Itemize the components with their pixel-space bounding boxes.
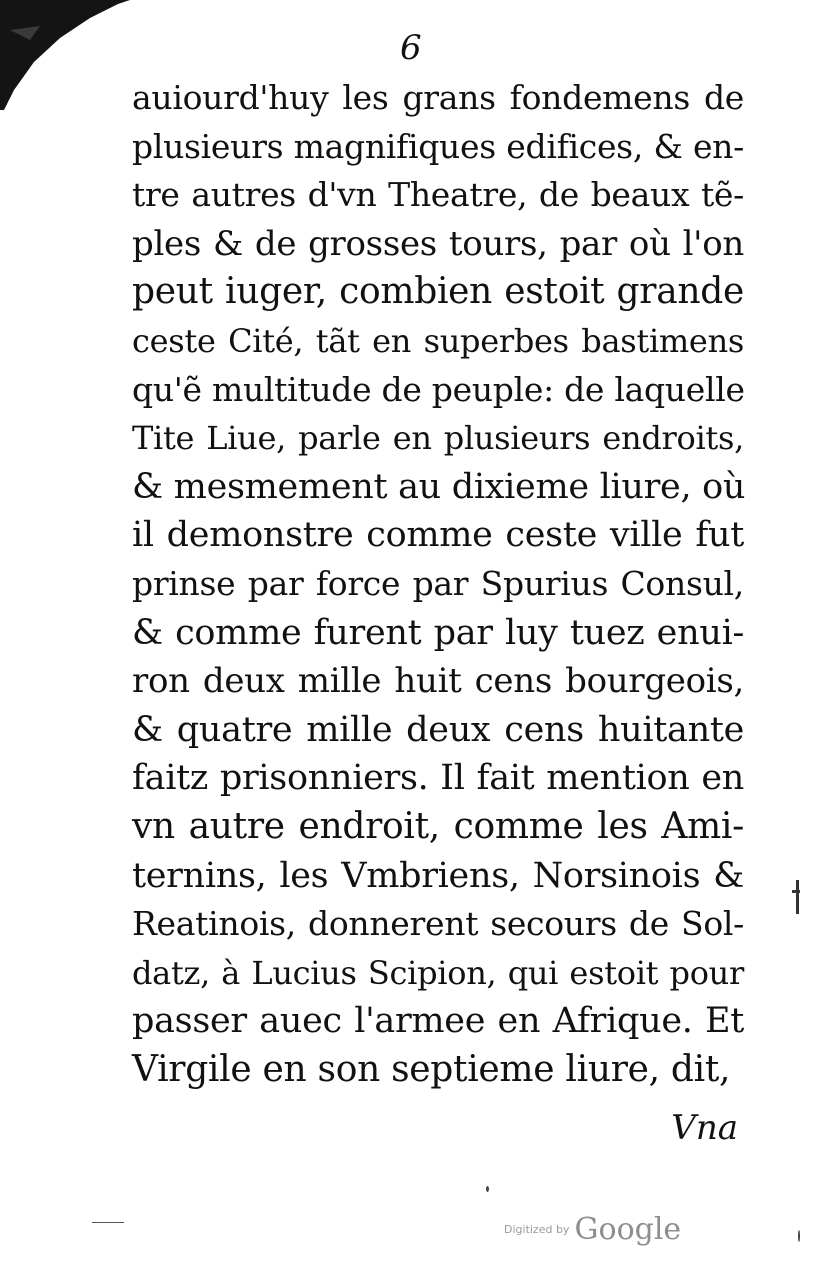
text-line: vn autre endroit, comme les Ami- [132,805,744,847]
watermark-prefix: Digitized by [504,1223,570,1236]
text-line: ternins, les Vmbriens, Norsinois & [132,855,744,896]
text-line: Tite Liue, parle en plusieurs endroits, [132,419,744,458]
text-line: datz, à Lucius Scipion, qui estoit pour [132,953,744,992]
text-line: Virgile en son septieme liure, dit, [132,1048,731,1090]
footer-rule [92,1222,124,1223]
text-line: il demonstre comme ceste ville fut [132,515,744,556]
text-line: prinse par force par Spurius Consul, [132,563,744,603]
ink-speck [486,1186,489,1192]
ink-speck [798,1230,800,1242]
page-number: 6 [400,28,422,68]
text-line: & mesmement au dixieme liure, où [132,466,746,507]
text-line: ples & de grosses tours, par où l'on [132,223,744,264]
watermark-brand: Google [574,1212,682,1247]
text-line: & comme furent par luy tuez enui- [132,612,744,653]
text-line: auiourd'huy les grans fondemens de [132,78,744,117]
catchword: Vna [671,1108,738,1148]
text-line: tre autres d'vn Theatre, de beaux tẽ- [132,175,744,215]
digitized-watermark [504,1212,681,1247]
right-edge-mark [796,880,799,914]
text-line: Reatinois, donnerent secours de Sol- [132,904,744,944]
text-line: faitz prisonniers. Il fait mention en [132,758,744,799]
text-line: plusieurs magnifiques edifices, & en- [132,126,744,166]
text-line: passer auec l'armee en Afrique. Et [132,1001,744,1042]
text-line: ron deux mille huit cens bourgeois, [132,661,744,702]
scan-corner-shadow [0,0,130,110]
body-text [132,74,744,1094]
text-line: qu'ẽ multitude de peuple: de laquelle [132,369,745,409]
text-line: & quatre mille deux cens huitante [132,709,744,750]
text-line: peut iuger, combien estoit grande [132,271,744,313]
text-line: ceste Cité, tãt en superbes bastimens [132,321,744,360]
right-edge-mark-2 [792,890,800,893]
